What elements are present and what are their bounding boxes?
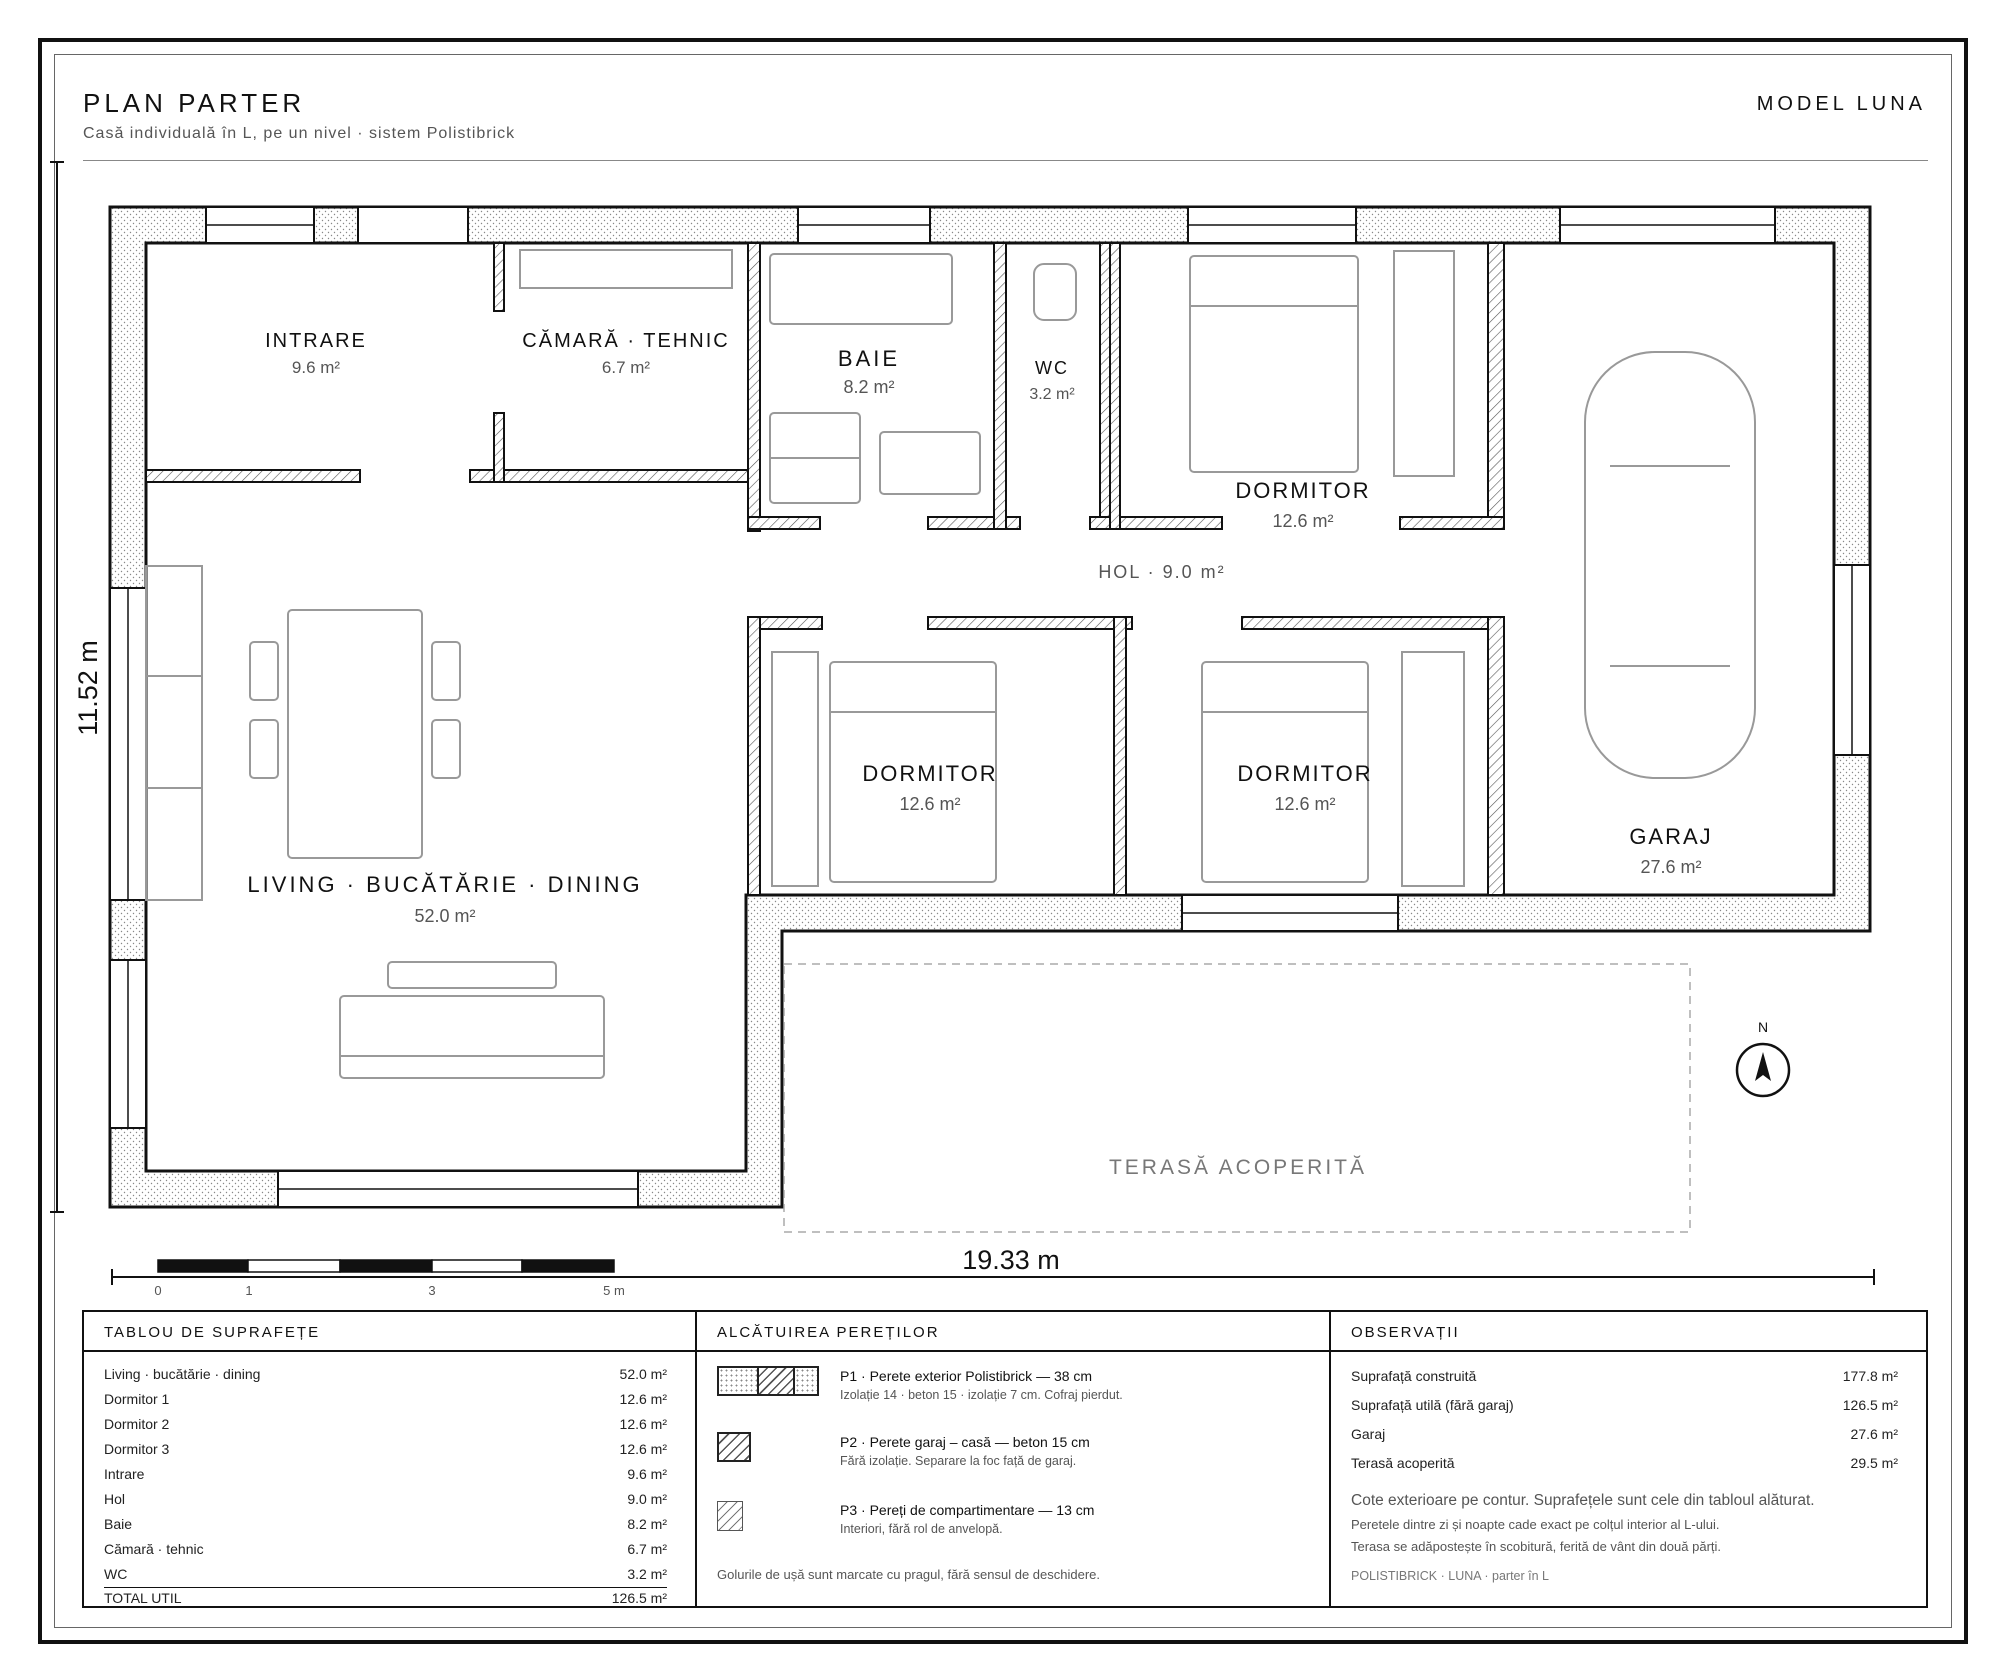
row-value: 177.8 m²	[1842, 1368, 1898, 1384]
row-name: Hol	[104, 1491, 126, 1507]
room-name-intrare: INTRARE	[265, 330, 367, 352]
row-value: 3.2 m²	[627, 1566, 667, 1582]
observation-row	[1351, 1455, 1898, 1471]
wall-p1-desc: Izolație 14 · beton 15 · izolație 7 cm. Cofraj pierdut.	[840, 1388, 1123, 1402]
row-value: 126.5 m²	[1842, 1397, 1898, 1413]
table-row	[104, 1441, 667, 1457]
row-name: Intrare	[104, 1466, 145, 1482]
row-name: Suprafață utilă (fără garaj)	[1351, 1397, 1514, 1413]
wall-p2-title: P2 · Perete garaj – casă — beton 15 cm	[840, 1434, 1090, 1450]
observation-note-2: Terasa se adăpostește în scobitură, ferită de vânt din două părți.	[1351, 1539, 1722, 1554]
table-row	[104, 1541, 667, 1557]
room-area-garaj: 27.6 m²	[1640, 857, 1702, 877]
row-value: 12.6 m²	[619, 1416, 667, 1432]
observation-credit: POLISTIBRICK · LUNA · parter în L	[1351, 1569, 1549, 1583]
row-name: Garaj	[1351, 1426, 1386, 1442]
terrace-outline	[784, 964, 1690, 1232]
room-name-garaj: GARAJ	[1629, 824, 1713, 849]
room-name-baie: BAIE	[837, 346, 901, 371]
areas-table	[84, 1312, 695, 1606]
table-row	[104, 1391, 667, 1407]
row-value: 29.5 m²	[1850, 1455, 1898, 1471]
north-arrow-icon	[1737, 1044, 1789, 1096]
furniture	[146, 250, 1755, 1078]
room-area-baie: 8.2 m²	[843, 377, 895, 397]
sheet-subtitle: Casă individuală în L, pe un nivel · sistem Polistibrick	[83, 125, 516, 142]
total-name: TOTAL UTIL	[104, 1590, 182, 1606]
row-name: WC	[104, 1566, 128, 1582]
row-value: 9.6 m²	[627, 1466, 667, 1482]
row-name: Living · bucătărie · dining	[104, 1366, 261, 1382]
scale-label-5: 5 m	[603, 1283, 625, 1298]
width-dimension-label: 19.33 m	[962, 1245, 1060, 1275]
room-area-intrare: 9.6 m²	[291, 358, 341, 377]
row-name: Cămară · tehnic	[104, 1541, 204, 1557]
room-label-hol: HOL · 9.0 m²	[1098, 562, 1226, 582]
wall-p1-title: P1 · Perete exterior Polistibrick — 38 cm	[840, 1368, 1093, 1384]
room-name-dormitor2: DORMITOR	[862, 761, 998, 786]
info-tables	[82, 1310, 1928, 1608]
row-value: 9.0 m²	[627, 1491, 667, 1507]
room-name-dormitor1: DORMITOR	[1235, 478, 1371, 503]
room-area-wc: 3.2 m²	[1029, 386, 1075, 403]
room-name-camara: CĂMARĂ · TEHNIC	[522, 330, 730, 352]
table-row	[104, 1491, 667, 1507]
areas-table-heading: TABLOU DE SUPRAFEȚE	[84, 1312, 695, 1352]
row-name: Suprafață construită	[1351, 1368, 1477, 1384]
row-name: Dormitor 2	[104, 1416, 170, 1432]
observation-row	[1351, 1368, 1898, 1384]
table-row	[104, 1466, 667, 1482]
row-name: Baie	[104, 1516, 133, 1532]
wall-p3-swatch-icon	[717, 1501, 743, 1531]
total-row	[104, 1587, 667, 1606]
wall-p2-swatch-icon	[717, 1432, 751, 1462]
wall-p3-desc: Interiori, fără rol de anvelopă.	[840, 1522, 1003, 1536]
walls-legend	[695, 1312, 1329, 1606]
row-value: 6.7 m²	[627, 1541, 667, 1557]
row-value: 12.6 m²	[619, 1441, 667, 1457]
table-row	[104, 1566, 667, 1582]
wall-p1-swatch-icon	[717, 1366, 819, 1396]
table-row	[104, 1416, 667, 1432]
height-dimension-label: 11.52 m	[73, 640, 103, 736]
room-area-dormitor3: 12.6 m²	[1274, 794, 1336, 814]
scale-label-1: 1	[245, 1283, 253, 1298]
scale-bar	[158, 1260, 614, 1272]
wall-p2-desc: Fără izolație. Separare la foc față de garaj.	[840, 1454, 1077, 1468]
model-name: MODEL LUNA	[1756, 93, 1926, 115]
row-name: Dormitor 1	[104, 1391, 170, 1407]
row-name: Terasă acoperită	[1351, 1455, 1455, 1471]
room-name-living: LIVING · BUCĂTĂRIE · DINING	[247, 872, 643, 897]
row-value: 12.6 m²	[619, 1391, 667, 1407]
room-area-dormitor1: 12.6 m²	[1272, 511, 1334, 531]
terrace-label: TERASĂ ACOPERITĂ	[1108, 1156, 1368, 1179]
observations-heading: OBSERVAȚII	[1331, 1312, 1926, 1352]
height-dimension	[50, 162, 64, 1212]
room-name-dormitor3: DORMITOR	[1237, 761, 1373, 786]
room-area-dormitor2: 12.6 m²	[899, 794, 961, 814]
row-value: 8.2 m²	[627, 1516, 667, 1532]
sheet-title: PLAN PARTER	[83, 88, 306, 118]
room-name-wc: WC	[1035, 358, 1069, 378]
observation-note-1: Peretele dintre zi și noapte cade exact pe colțul interior al L-ului.	[1351, 1517, 1720, 1532]
observations	[1329, 1312, 1926, 1606]
total-value: 126.5 m²	[611, 1590, 667, 1606]
observation-row	[1351, 1426, 1898, 1442]
wall-p3-title: P3 · Pereți de compartimentare — 13 cm	[840, 1502, 1095, 1518]
walls-footnote: Golurile de ușă sunt marcate cu pragul, fără sensul de deschidere.	[717, 1567, 1100, 1582]
compass-label: N	[1757, 1019, 1769, 1035]
row-value: 52.0 m²	[619, 1366, 667, 1382]
room-area-living: 52.0 m²	[414, 906, 476, 926]
observation-note-main: Cote exterioare pe contur. Suprafețele sunt cele din tabloul alăturat.	[1351, 1492, 1815, 1509]
table-row	[104, 1366, 667, 1382]
row-name: Dormitor 3	[104, 1441, 170, 1457]
table-row	[104, 1516, 667, 1532]
room-area-camara: 6.7 m²	[601, 358, 651, 377]
scale-label-0: 0	[154, 1283, 162, 1298]
scale-label-3: 3	[428, 1283, 436, 1298]
observation-row	[1351, 1397, 1898, 1413]
row-value: 27.6 m²	[1850, 1426, 1898, 1442]
walls-legend-heading: ALCĂTUIREA PEREȚILOR	[697, 1312, 1329, 1352]
